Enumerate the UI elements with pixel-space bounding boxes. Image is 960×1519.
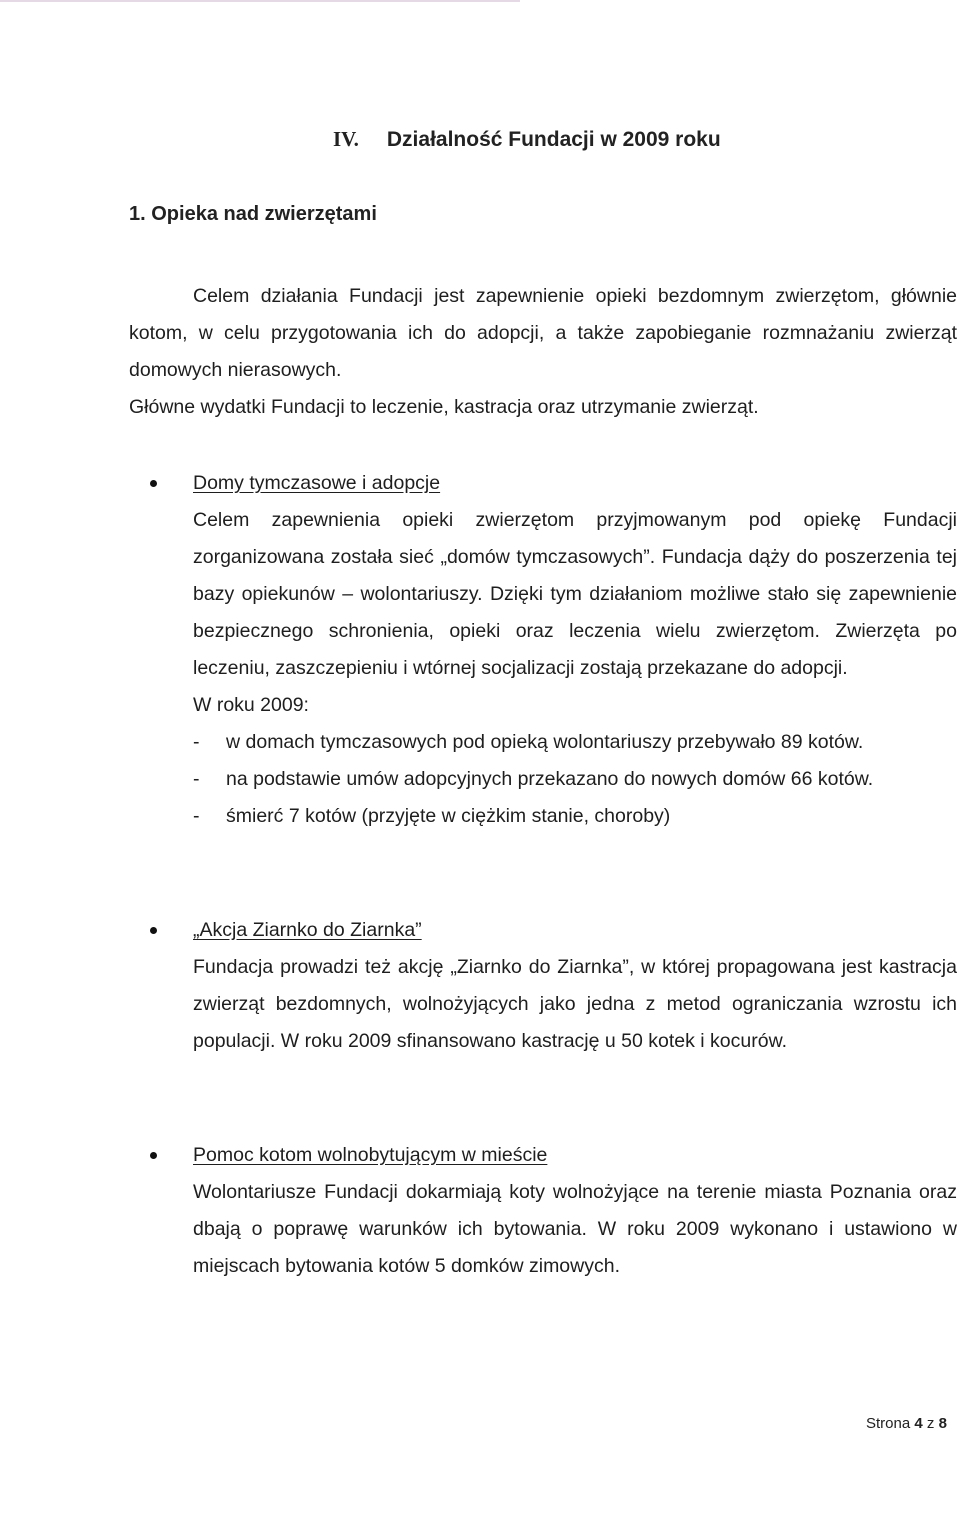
stats-list (193, 724, 957, 835)
bullet-ziarnko-campaign (150, 912, 957, 1060)
bullet-title: Pomoc kotom wolnobytującym w mieście (193, 1144, 548, 1166)
intro-paragraph-1: Celem działania Fundacji jest zapewnienie opieki bezdomnym zwierzętom, głównie kotom, w celu przygotowania ich do adopcji, a także zapobieganie rozmnażaniu zwierząt domowych nierasowych. (129, 285, 957, 381)
bullet-icon (150, 1152, 157, 1159)
bullet-icon (150, 480, 157, 487)
page-number (866, 1415, 947, 1432)
list-item-text: śmierć 7 kotów (przyjęte w ciężkim stanie, choroby) (226, 805, 671, 827)
bullet-title: Domy tymczasowe i adopcje (193, 472, 441, 494)
list-item-text: na podstawie umów adopcyjnych przekazano do nowych domów 66 kotów. (226, 768, 874, 790)
dash-icon: - (193, 731, 200, 753)
bullet-city-cats-help (150, 1137, 957, 1285)
intro-paragraph-2: Główne wydatki Fundacji to leczenie, kastracja oraz utrzymanie zwierząt. (129, 396, 759, 418)
chapter-heading (333, 127, 721, 152)
year-label: W roku 2009: (193, 694, 309, 716)
bullet-title: „Akcja Ziarnko do Ziarnka” (193, 919, 422, 941)
list-item-text: w domach tymczasowych pod opieką wolontariuszy przebywało 89 kotów. (226, 731, 864, 753)
bullet-text: Wolontariusze Fundacji dokarmiają koty wolnożyjące na terenie miasta Poznania oraz dbają o poprawę warunków ich bytowania. W roku 2009 wykonano i ustawiono w miejscach bytowania kotów 5 domków zimowych. (193, 1181, 957, 1277)
list-item (193, 761, 957, 798)
intro-text (129, 278, 957, 426)
dash-icon: - (193, 768, 200, 790)
bullet-text: Fundacja prowadzi też akcję „Ziarnko do Ziarnka”, w której propagowana jest kastracja zwierząt bezdomnych, wolnożyjących jako jedna z metod ograniczania wzrostu ich populacji. W roku 2009 sfinansowano kastrację u 50 kotek i kocurów. (193, 956, 957, 1052)
dash-icon: - (193, 805, 200, 827)
bullet-foster-homes (150, 465, 957, 835)
page-separator: z (926, 1415, 935, 1432)
list-item (193, 724, 957, 761)
bullet-icon (150, 927, 157, 934)
list-item (193, 798, 957, 835)
current-page: 4 (914, 1415, 923, 1432)
section-heading: 1. Opieka nad zwierzętami (129, 203, 377, 225)
total-pages: 8 (938, 1415, 947, 1432)
bullet-text: Celem zapewnienia opieki zwierzętom przyjmowanym pod opiekę Fundacji zorganizowana została sieć „domów tymczasowych”. Fundacja dąży do poszerzenia tej bazy opiekunów – wolontariuszy. Dzięki tym działaniom możliwe stało się zapewnienie bezpiecznego schronienia, opieki oraz leczenia wielu zwierzętom. Zwierzęta po leczeniu, zaszczepieniu i wtórnej socjalizacji zostają przekazane do adopcji. (193, 509, 957, 679)
chapter-number: IV. (333, 127, 359, 151)
chapter-title: Działalność Fundacji w 2009 roku (386, 128, 721, 151)
page-label: Strona (866, 1415, 911, 1432)
